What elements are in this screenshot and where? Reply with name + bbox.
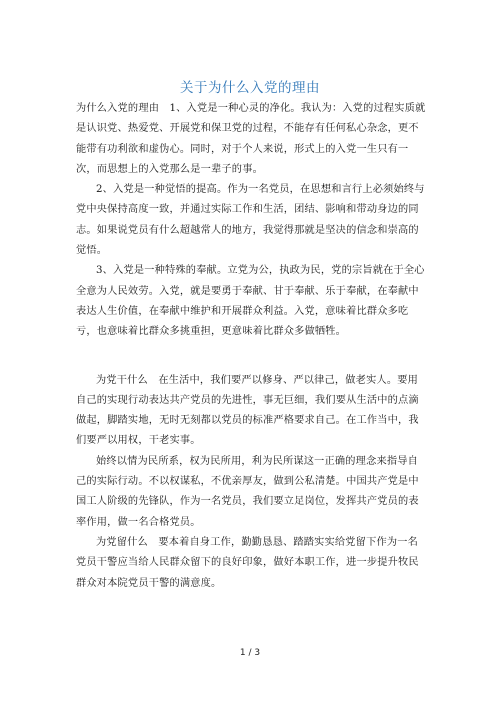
section-spacer	[76, 343, 426, 371]
page-number: 1 / 3	[239, 648, 261, 658]
document-body	[76, 99, 426, 594]
document-title: 关于为什么入党的理由	[180, 80, 320, 96]
paragraph-what-to-do: 为党干什么 在生活中，我们要严以修身、严以律己，做老实人。要用自己的实现行动表达共产党员的先进性，事无巨细，我们要从生活中的点滴做起，脚踏实地，无时无刻都以党员的标准严格要求自己。在工作当中，我们要严以用权，干老实事。	[76, 374, 419, 447]
paragraph-reason-3: 3、入党是一种特殊的奉献。立党为公，执政为民，党的宗旨就在于全心全意为人民效劳。入党，就是要勇于奉献、甘于奉献、乐于奉献，在奉献中表达人生价值，在奉献中维护和开展群众利益。入党，意味着比群众多吃亏，也意味着比群众多挑重担，更意味着比群众多做牺牲。	[76, 265, 425, 338]
paragraph-reasons-intro: 为什么入党的理由 1、入党是一种心灵的净化。我认为：入党的过程实质就是认识党、热爱党、开展党和保卫党的过程，不能存有任何私心杂念，更不能带有功利欲和虚伪心。同时，对于个人来说，形式上的入党一生只有一次，而思想上的入党那么是一辈子的事。	[76, 103, 426, 175]
paragraph-reason-2: 2、入党是一种觉悟的提高。作为一名党员，在思想和言行上必须始终与党中央保持高度一致，并通过实际工作和生活，团结、影响和带动身边的同志。如果说党员有什么超越常人的地方，我觉得那就是坚决的信念和崇高的觉悟。	[76, 184, 425, 257]
paragraph-what-to-leave: 为党留什么 要本着自身工作，勤勤恳恳、踏踏实实给党留下作为一名党员干警应当给人民群众留下的良好印象，做好本职工作，进一步提升牧民群众对本院党员干警的满意度。	[76, 536, 419, 589]
paragraph-principles: 始终以情为民所系，权为民所用，利为民所谋这一正确的理念来指导自己的实际行动。不以权谋私，不优亲厚友，做到公私清楚。中国共产党是中国工人阶级的先锋队，作为一名党员，我们要立足岗位，发挥共产党员的表率作用，做一名合格党员。	[76, 455, 419, 528]
